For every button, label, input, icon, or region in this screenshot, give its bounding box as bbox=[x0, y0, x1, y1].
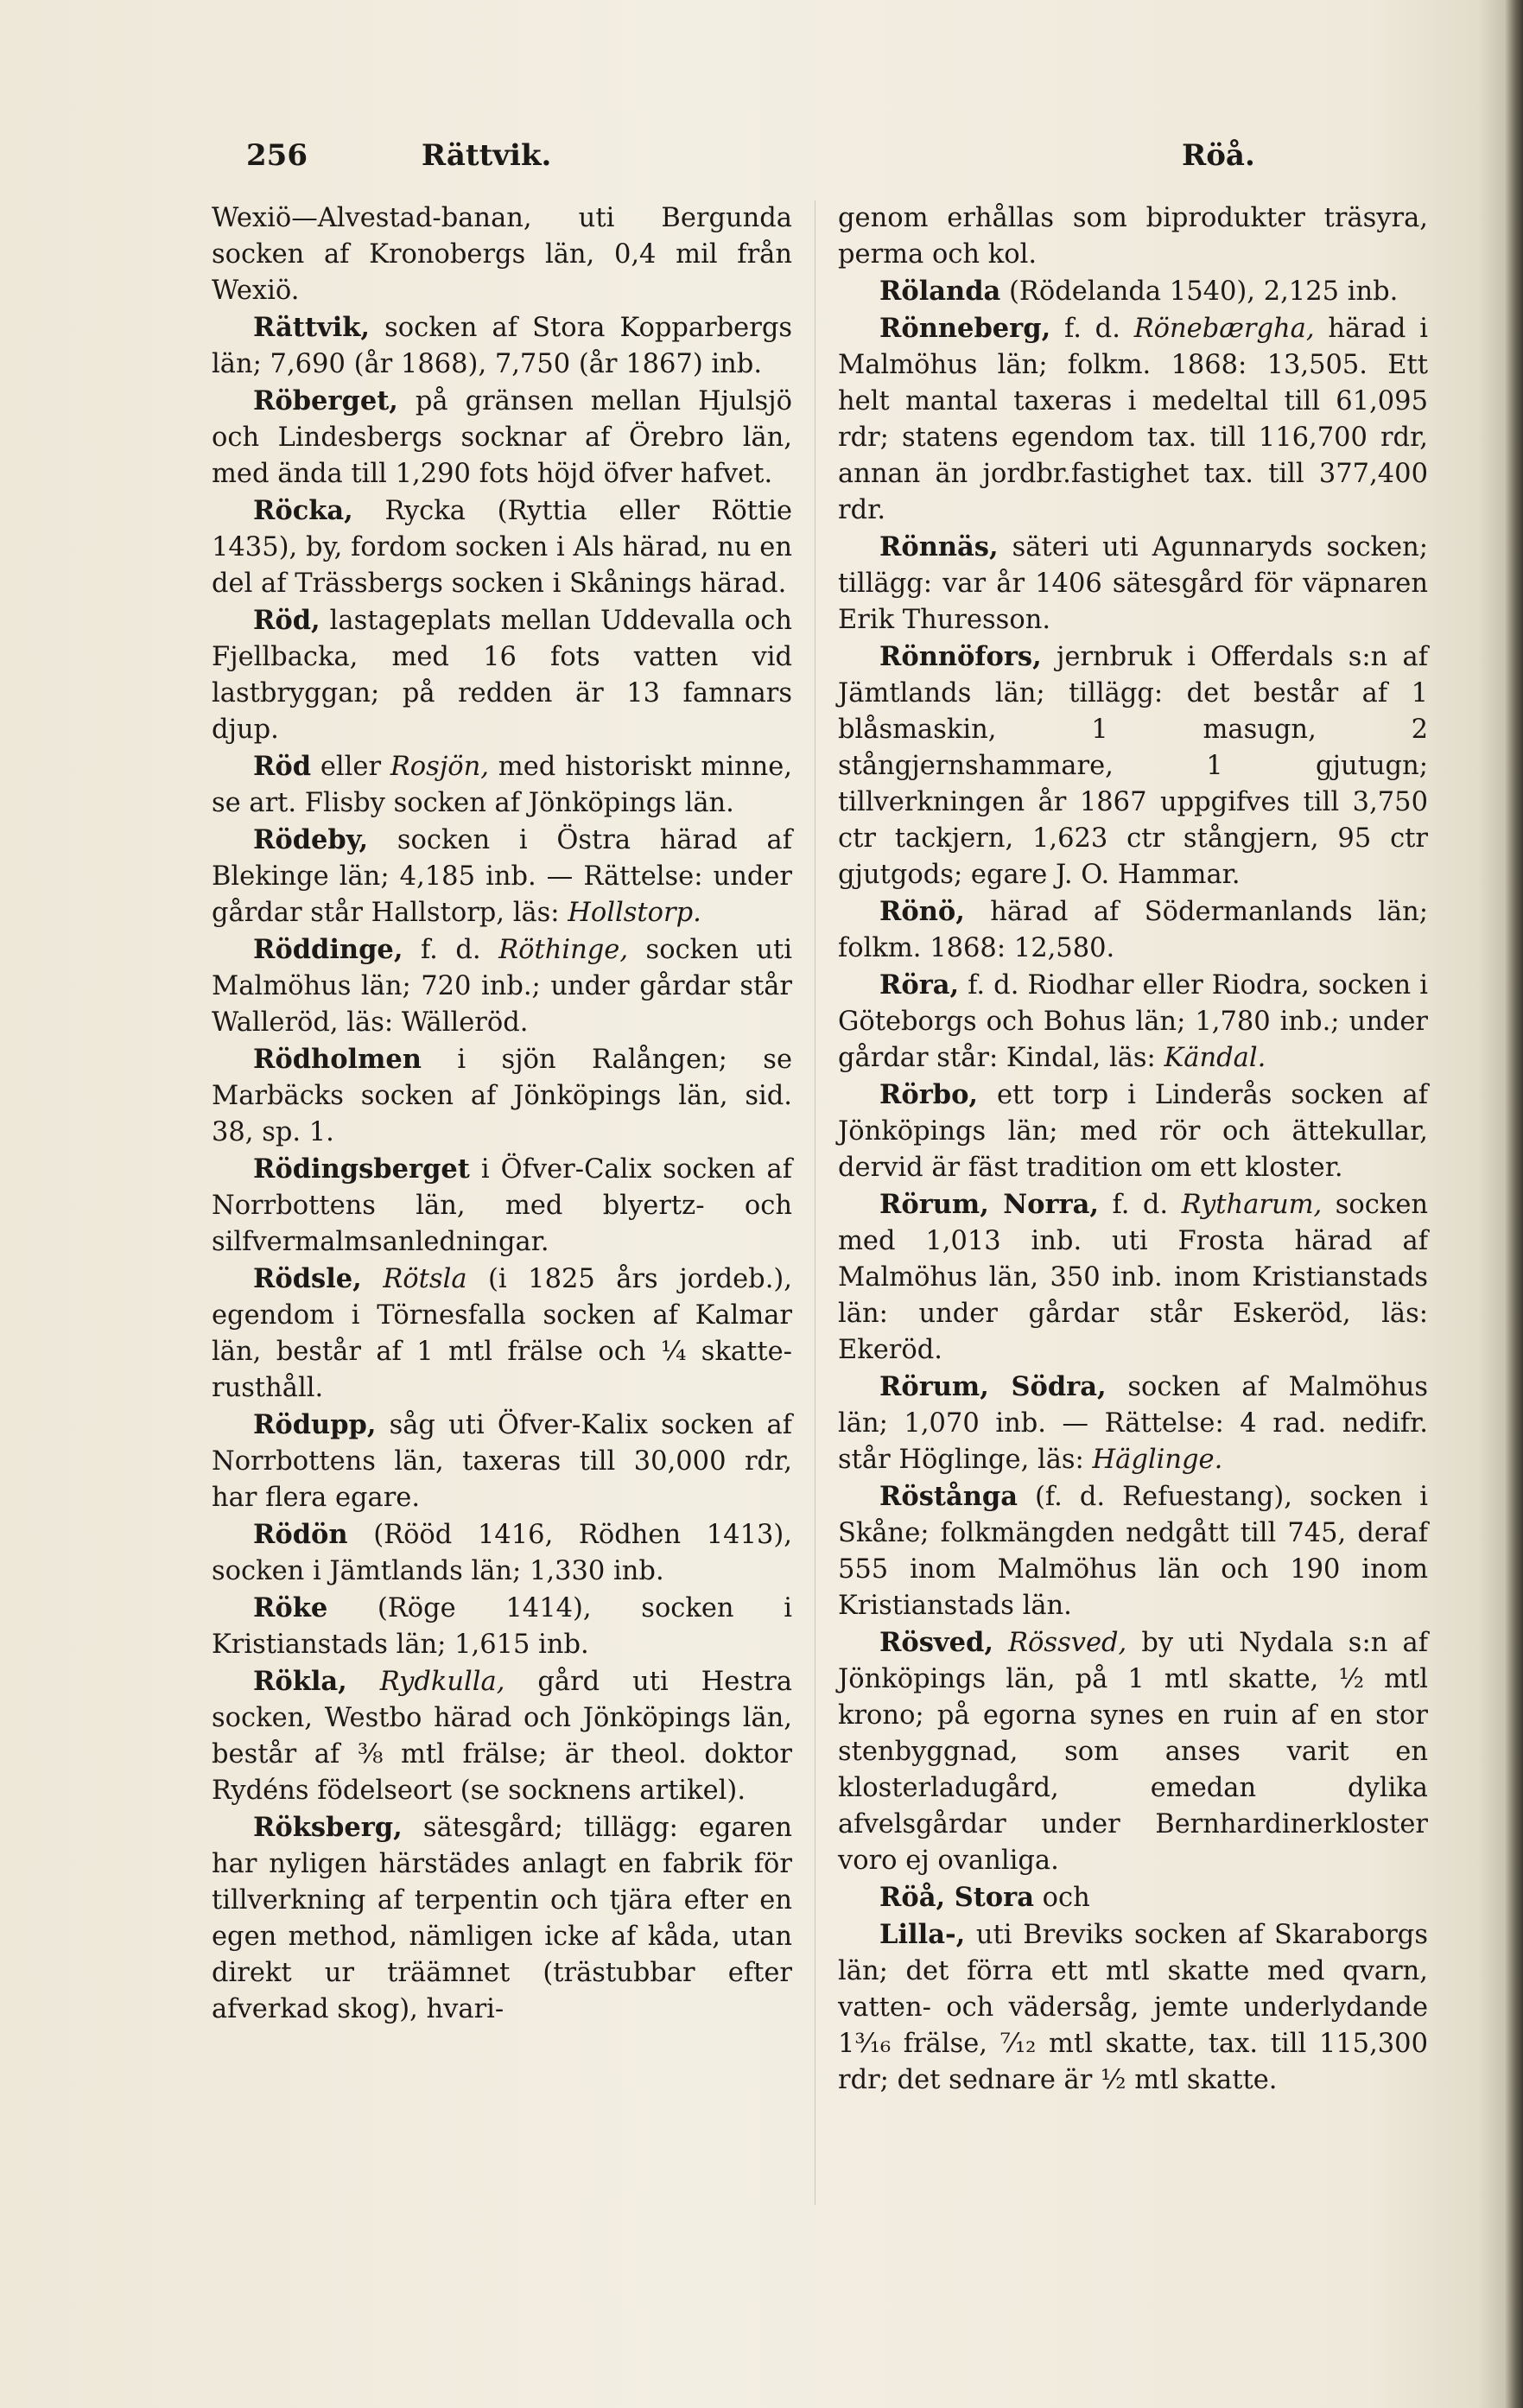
entry-text: socken i Östra härad af Blekinge län; 4,185 inb. — Rättelse: under gårdar står Hallstorp, läs: bbox=[212, 825, 792, 928]
entry-text: säteri uti Agunnaryds socken; tillägg: var år 1406 sätesgård för väpnaren Erik Thuresson. bbox=[838, 532, 1428, 635]
entry-headword: Rösved, bbox=[879, 1627, 993, 1658]
entry-headword: Röå, Stora bbox=[879, 1882, 1034, 1913]
entry-headword: Röke bbox=[253, 1592, 328, 1623]
page-number: 256 bbox=[246, 138, 308, 173]
dictionary-entry bbox=[212, 1041, 792, 1151]
right-column bbox=[838, 200, 1428, 2099]
entry-headword: Röberget, bbox=[253, 385, 398, 416]
entry-text: (Röge 1414), socken i Kristianstads län; 1,615 inb. bbox=[212, 1593, 792, 1660]
entry-headword: Rättvik, bbox=[253, 312, 371, 343]
entry-text: socken uti Malmöhus län; 720 inb.; under gårdar står Walleröd, läs: Wälleröd. bbox=[212, 935, 793, 1038]
entry-headword: Rönneberg, bbox=[879, 313, 1051, 344]
dictionary-entry bbox=[212, 1407, 792, 1516]
dictionary-entry bbox=[838, 1624, 1428, 1879]
dictionary-entry bbox=[212, 1261, 792, 1407]
entry-italic-form: Häglinge. bbox=[1092, 1445, 1223, 1475]
dictionary-entry bbox=[838, 273, 1428, 310]
entry-text: Wexiö—Alvestad-banan, uti Bergunda socken af Kronobergs län, 0,4 mil från Wexiö. bbox=[212, 203, 792, 306]
entry-text: jernbruk i Offerdals s:n af Jämtlands län; tillägg: det består af 1 blåsmaskin, 1 masugn, 2 stångjernshammare, 1 gjutugn; tillverkningen år 1867 uppgifves till 3,750 ctr tackjern, 1,623 ctr stångjern, 95 ctr gjutgods; egare J. O. Hammar. bbox=[838, 642, 1428, 890]
entry-headword: Röra, bbox=[879, 969, 960, 1001]
entry-headword: Rödön bbox=[253, 1519, 348, 1550]
dictionary-entry bbox=[212, 822, 792, 931]
entry-italic-form: Röthinge, bbox=[498, 935, 629, 965]
entry-text: by uti Nydala s:n af Jönköpings län, på 1 mtl skatte, ½ mtl krono; på egorna synes en ruin af en stor stenbyggnad, som anses varit en klosterladugård, emedan dylika afvelsgårdar under Bernhardinerkloster voro ej ovanliga. bbox=[838, 1628, 1428, 1876]
entry-text: uti Breviks socken af Skaraborgs län; det förra ett mtl skatte med qvarn, vatten- och vädersåg, jemte underlydande 1³⁄₁₆ frälse, ⁷⁄₁₂ mtl skatte, tax. till 115,300 rdr; det sednare är ½ mtl skatte. bbox=[838, 1920, 1428, 2095]
dictionary-entry bbox=[838, 529, 1428, 639]
entry-text: eller bbox=[311, 752, 390, 782]
entry-headword: Rökla, bbox=[253, 1666, 347, 1697]
entry-text: lastageplats mellan Uddevalla och Fjellbacka, med 16 fots vatten vid lastbryggan; på redden är 13 famnars djup. bbox=[212, 606, 792, 745]
book-spine-shadow bbox=[1504, 0, 1523, 2408]
page-header-left bbox=[246, 138, 551, 173]
dictionary-entry bbox=[838, 639, 1428, 893]
entry-headword: Rölanda bbox=[879, 276, 1001, 307]
entry-headword: Röd bbox=[253, 751, 312, 782]
entry-text: med historiskt minne, se art. Flisby socken af Jönköpings län. bbox=[212, 752, 792, 818]
dictionary-entry bbox=[838, 1369, 1428, 1478]
entry-text: (Rödelanda 1540), 2,125 inb. bbox=[1000, 276, 1399, 307]
entry-text: gård uti Hestra socken, Westbo härad och Jönköpings län, består af ⅜ mtl frälse; är theol. doktor Rydéns födelseort (se socknens artikel). bbox=[212, 1667, 793, 1806]
dictionary-entry bbox=[212, 602, 792, 748]
running-head-right: Röå. bbox=[1182, 138, 1255, 173]
dictionary-entry bbox=[838, 310, 1428, 529]
entry-italic-form: Kändal. bbox=[1164, 1043, 1266, 1073]
entry-italic-form: Rosjön, bbox=[390, 752, 489, 782]
entry-headword: Röstånga bbox=[879, 1481, 1018, 1512]
entry-text: socken af Stora Kopparbergs län; 7,690 (år 1868), 7,750 (år 1867) inb. bbox=[212, 313, 792, 379]
dictionary-entry bbox=[838, 967, 1428, 1077]
dictionary-entry bbox=[212, 492, 792, 602]
entry-text bbox=[362, 1264, 384, 1294]
entry-text: och bbox=[1033, 1883, 1090, 1913]
entry-text: härad i Malmöhus län; folkm. 1868: 13,505. Ett helt mantal taxeras i medeltal till 61,095 rdr; statens egendom tax. till 116,700 rdr, annan än jordbr.fastighet tax. till 377,400 rdr. bbox=[838, 314, 1429, 525]
dictionary-entry bbox=[212, 1590, 792, 1663]
running-head-left: Rättvik. bbox=[421, 138, 552, 173]
entry-text: genom erhållas som biprodukter träsyra, perma och kol. bbox=[838, 203, 1428, 270]
entry-text: sätesgård; tillägg: egaren har nyligen härstädes anlagt en fabrik för tillverkning af terpentin och tjära efter en egen method, nämligen icke af kåda, utan direkt ur träämnet (trästubbar efter afverkad skog), hvari- bbox=[212, 1813, 792, 2024]
dictionary-entry bbox=[212, 1151, 792, 1261]
entry-text: socken af Malmöhus län; 1,070 inb. — Rättelse: 4 rad. nedifr. står Höglinge, läs: bbox=[838, 1372, 1428, 1475]
dictionary-entry bbox=[838, 1077, 1428, 1186]
entry-italic-form: Rönebærgha, bbox=[1133, 314, 1315, 344]
entry-headword: Rödeby, bbox=[253, 824, 369, 855]
entry-text: i Öfver-Calix socken af Norrbottens län, med blyertz- och silfvermalmsanledningar. bbox=[212, 1154, 792, 1257]
entry-headword: Rönö, bbox=[879, 896, 965, 927]
entry-text: Rycka (Ryttia eller Röttie 1435), by, fordom socken i Als härad, nu en del af Trässbergs socken i Skånings härad. bbox=[212, 496, 792, 599]
entry-headword: Rönnöfors, bbox=[879, 641, 1042, 672]
entry-text: såg uti Öfver-Kalix socken af Norrbottens län, taxeras till 30,000 rdr, har flera egare. bbox=[212, 1410, 792, 1513]
entry-italic-form: Rydkulla, bbox=[379, 1667, 505, 1697]
dictionary-entry bbox=[212, 1516, 792, 1590]
entry-headword: Rörum, Södra, bbox=[879, 1371, 1107, 1402]
dictionary-entry bbox=[838, 893, 1428, 967]
entry-headword: Rörbo, bbox=[879, 1079, 979, 1110]
dictionary-entry bbox=[212, 383, 792, 492]
dictionary-entry bbox=[838, 1916, 1428, 2099]
entry-text: (Rööd 1416, Rödhen 1413), socken i Jämtlands län; 1,330 inb. bbox=[212, 1520, 792, 1586]
entry-italic-form: Hollstorp. bbox=[568, 898, 701, 928]
entry-text: på gränsen mellan Hjulsjö och Lindesbergs socknar af Örebro län, med ända till 1,290 fots höjd öfver hafvet. bbox=[212, 386, 792, 489]
entry-headword: Rörum, Norra, bbox=[879, 1189, 1099, 1220]
entry-text: i sjön Ralången; se Marbäcks socken af Jönköpings län, sid. 38, sp. 1. bbox=[212, 1045, 792, 1147]
entry-headword: Rödholmen bbox=[253, 1044, 422, 1075]
dictionary-entry bbox=[838, 1186, 1428, 1369]
entry-text: f. d. bbox=[403, 935, 499, 965]
entry-italic-form: Rötsla bbox=[383, 1264, 467, 1294]
entry-headword: Rödsle, bbox=[253, 1263, 362, 1294]
entry-headword: Rödingsberget bbox=[253, 1153, 470, 1185]
entry-text: (f. d. Refuestang), socken i Skåne; folkmängden nedgått till 745, deraf 555 inom Malmöhus län och 190 inom Kristianstads län. bbox=[838, 1482, 1428, 1621]
dictionary-entry bbox=[212, 931, 792, 1041]
entry-text: härad af Södermanlands län; folkm. 1868: 12,580. bbox=[838, 897, 1428, 963]
dictionary-entry bbox=[838, 1879, 1428, 1916]
entry-text: ett torp i Linderås socken af Jönköpings län; med rör och ättekullar, dervid är fäst tradition om ett kloster. bbox=[838, 1080, 1428, 1183]
entry-headword: Rönnäs, bbox=[879, 531, 999, 562]
entry-text: (i 1825 års jordeb.), egendom i Törnesfalla socken af Kalmar län, består af 1 mtl frälse och ¼ skatte-rusthåll. bbox=[212, 1264, 792, 1403]
entry-headword: Röddinge, bbox=[253, 934, 403, 965]
entry-headword: Röcka, bbox=[253, 495, 353, 526]
entry-text: f. d. bbox=[1050, 314, 1134, 344]
entry-text: f. d. Riodhar eller Riodra, socken i Göteborgs och Bohus län; 1,780 inb.; under gårdar står: Kindal, läs: bbox=[838, 970, 1428, 1073]
entry-text: f. d. bbox=[1099, 1190, 1182, 1220]
dictionary-entry bbox=[212, 1663, 792, 1809]
entry-headword: Röksberg, bbox=[253, 1812, 403, 1843]
entry-text bbox=[347, 1667, 380, 1697]
entry-text bbox=[993, 1628, 1008, 1658]
dictionary-entry bbox=[212, 200, 792, 309]
entry-italic-form: Rytharum, bbox=[1181, 1190, 1323, 1220]
entry-headword: Lilla-, bbox=[879, 1919, 966, 1950]
dictionary-entry bbox=[212, 748, 792, 822]
entry-italic-form: Rössved, bbox=[1008, 1628, 1127, 1658]
left-column bbox=[212, 200, 792, 2028]
dictionary-entry bbox=[212, 309, 792, 383]
dictionary-entry bbox=[212, 1809, 792, 2028]
entry-headword: Röd, bbox=[253, 605, 320, 636]
entry-text: socken med 1,013 inb. uti Frosta härad af Malmöhus län, 350 inb. inom Kristianstads län: under gårdar står Eskeröd, läs: Ekeröd. bbox=[838, 1190, 1429, 1365]
dictionary-entry bbox=[838, 200, 1428, 273]
entry-headword: Rödupp, bbox=[253, 1409, 377, 1440]
dictionary-entry bbox=[838, 1478, 1428, 1624]
